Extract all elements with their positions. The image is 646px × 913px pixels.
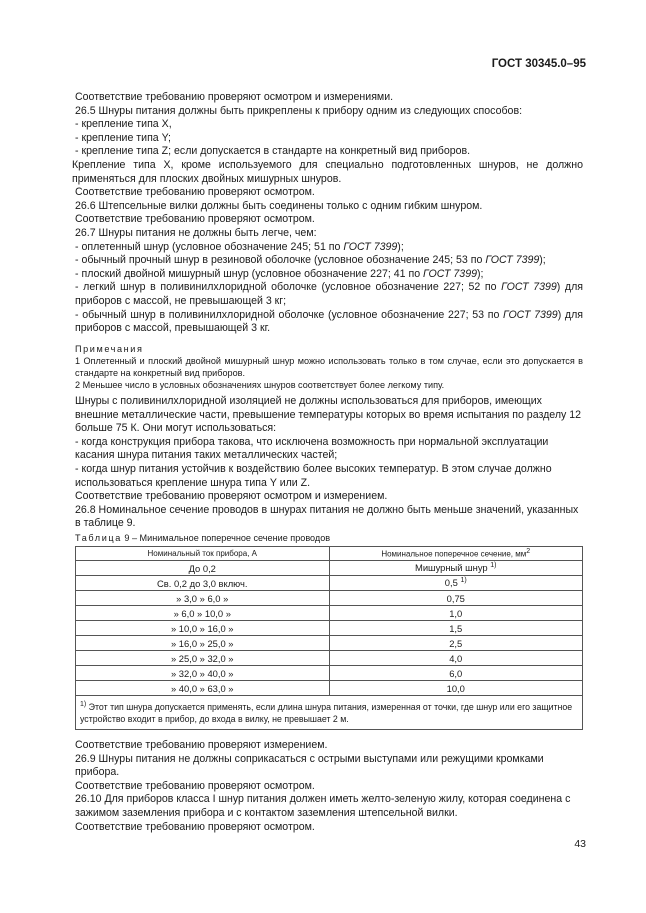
- footnote-ref: 1): [490, 562, 497, 570]
- cord-item: [75, 254, 583, 268]
- cord-text: - плоский двойной мишурный шнур (условное обозначение 227; 41 по: [75, 267, 424, 280]
- cord-item: [75, 268, 583, 282]
- paragraph: - когда конструкция прибора такова, что исключена возможность при нормальной эксплуатации касания шнура питания таких металлических частей;: [75, 435, 549, 462]
- table-cell-section: 1,0: [329, 606, 583, 621]
- table-cell-section: [329, 561, 583, 576]
- table-cell-section: 10,0: [329, 681, 583, 696]
- table-row: [76, 681, 583, 696]
- table-cell-current: » 6,0 » 10,0 »: [76, 606, 330, 621]
- cord-text: - обычный шнур в поливинилхлоридной оболочке (условное обозначение 227; 53 по: [75, 308, 504, 321]
- note-1: 1 Оплетенный и плоский двойной мишурный шнур можно использовать только в том случае, если это допускается в стандарте на конкретный вид приборов.: [75, 356, 583, 379]
- table-cell-section: 6,0: [329, 666, 583, 681]
- table-header-row: [76, 547, 583, 561]
- paragraph: Соответствие требованию проверяют осмотром.: [75, 820, 315, 833]
- page-number: 43: [574, 838, 586, 850]
- paragraph: Соответствие требованию проверяют осмотром.: [75, 186, 315, 199]
- paragraph: Соответствие требованию проверяют осмотром и измерением.: [75, 490, 388, 503]
- body-section-1: [72, 91, 584, 336]
- table-cell-current: » 25,0 » 32,0 »: [76, 651, 330, 666]
- table-cell-current: » 3,0 » 6,0 »: [76, 591, 330, 606]
- cord-tail: ) для приборов с массой, не превышающей 3 кг;: [75, 281, 583, 307]
- body-section-3: [75, 739, 583, 834]
- paragraph: Шнуры с поливинилхлоридной изоляцией не должны использоваться для приборов, имеющих внешние металлические части, превышение температуры которых во время испытания по разделу 12 больше 75 К. Они могут использоваться:: [75, 395, 582, 435]
- table-footnote-row: [76, 696, 583, 730]
- table-row: [76, 651, 583, 666]
- table-cell-current: » 16,0 » 25,0 »: [76, 636, 330, 651]
- body-section-2: [75, 395, 583, 531]
- document-header: ГОСТ 30345.0–95: [491, 58, 586, 70]
- paragraph: 26.7 Шнуры питания не должны быть легче, чем:: [75, 226, 317, 239]
- table-row: [76, 576, 583, 591]
- column-header-section-sup: 2: [526, 548, 531, 556]
- cord-item: [75, 309, 583, 336]
- footnote-ref: 1): [460, 577, 467, 585]
- paragraph: - когда шнур питания устойчив к воздействию более высоких температур. В этом случае должно использоваться крепление шнура типа Y или Z.: [75, 462, 552, 489]
- paragraph: Соответствие требованию проверяют осмотром.: [75, 213, 315, 226]
- paragraph: 26.9 Шнуры питания не должны соприкасаться с острыми выступами или режущими кромками прибора.: [75, 752, 544, 779]
- cord-item: [75, 281, 583, 308]
- table-cell-current: » 10,0 » 16,0 »: [76, 621, 330, 636]
- column-header-section-text: Номинальное поперечное сечение, мм: [381, 549, 527, 559]
- cord-text: - обычный прочный шнур в резиновой оболочке (условное обозначение 245; 53 по: [75, 254, 486, 267]
- paragraph: Соответствие требованию проверяют осмотром.: [75, 779, 315, 792]
- cord-item: [75, 241, 583, 255]
- table-cell-section: 1,5: [329, 621, 583, 636]
- cell-value: 0,5: [444, 577, 458, 589]
- table-row: [76, 561, 583, 576]
- column-header-current: Номинальный ток прибора, А: [76, 547, 330, 561]
- paragraph: 26.5 Шнуры питания должны быть прикреплены к прибору одним из следующих способов:: [75, 104, 523, 117]
- notes-block: [75, 343, 583, 391]
- note-2: 2 Меньшее число в условных обозначениях шнуров соответствует более легкому типу.: [75, 380, 445, 391]
- paragraph: - крепление типа Y;: [75, 131, 171, 144]
- table-row: [76, 591, 583, 606]
- table-cell-current: » 32,0 » 40,0 »: [76, 666, 330, 681]
- table-caption-text: 9 – Минимальное поперечное сечение проводов: [121, 533, 331, 543]
- cord-text: - легкий шнур в поливинилхлоридной оболочке (условное обозначение 227; 52 по: [75, 281, 502, 294]
- table-row: [76, 666, 583, 681]
- paragraph: 26.10 Для приборов класса I шнур питания должен иметь желто-зеленую жилу, которая соединена с зажимом заземления прибора и с контактом заземления штепсельной вилки.: [75, 793, 571, 819]
- cord-tail: ) для приборов с массой, превышающей 3 кг.: [75, 308, 584, 335]
- cord-tail: );: [539, 254, 546, 267]
- table-caption: [75, 533, 330, 543]
- table-footnote: [76, 696, 583, 730]
- footnote-text: Этот тип шнура допускается применять, если длина шнура питания, измеренная от точки, где шнур или его защитное устройство входит в прибор, до входа в вилку, не превышает 2 м.: [80, 701, 573, 724]
- standard-reference: ГОСТ 7399: [503, 308, 558, 321]
- cell-value: Мишурный шнур: [415, 562, 488, 574]
- table-cell-section: 0,75: [329, 591, 583, 606]
- standard-reference: ГОСТ 7399: [501, 281, 557, 294]
- standard-reference: ГОСТ 7399: [343, 240, 398, 253]
- table-row: [76, 636, 583, 651]
- table-cell-current: » 40,0 » 63,0 »: [76, 681, 330, 696]
- cord-text: - оплетенный шнур (условное обозначение 245; 51 по: [75, 240, 344, 253]
- cord-tail: );: [476, 267, 484, 280]
- table-cell-current: Св. 0,2 до 3,0 включ.: [76, 576, 330, 591]
- table-row: [76, 606, 583, 621]
- paragraph: Соответствие требованию проверяют измерением.: [75, 739, 328, 751]
- conductor-section-table: [75, 546, 583, 730]
- paragraph: - крепление типа Z; если допускается в стандарте на конкретный вид приборов.: [75, 145, 471, 158]
- cord-tail: );: [397, 240, 404, 253]
- notes-title: Примечания: [75, 344, 144, 354]
- column-header-section: [329, 547, 583, 561]
- footnote-mark: 1): [80, 701, 87, 708]
- paragraph: 26.6 Штепсельные вилки должны быть соединены только с одним гибким шнуром.: [75, 199, 483, 212]
- paragraph: Соответствие требованию проверяют осмотром и измерениями.: [75, 91, 394, 103]
- table-row: [76, 621, 583, 636]
- standard-reference: ГОСТ 7399: [485, 254, 540, 267]
- paragraph: 26.8 Номинальное сечение проводов в шнурах питания не должно быть меньше значений, указанных в таблице 9.: [75, 503, 579, 530]
- table-cell-section: [329, 576, 583, 591]
- table-cell-section: 2,5: [329, 636, 583, 651]
- paragraph: - крепление типа X,: [75, 118, 172, 131]
- paragraph: Крепление типа X, кроме используемого для специально подготовленных шнуров, не должно применяться для плоских двойных мишурных шнуров.: [72, 158, 583, 185]
- standard-reference: ГОСТ 7399: [423, 267, 477, 280]
- table-cell-section: 4,0: [329, 651, 583, 666]
- table-caption-word: Таблица: [75, 533, 122, 543]
- table-cell-current: До 0,2: [76, 561, 330, 576]
